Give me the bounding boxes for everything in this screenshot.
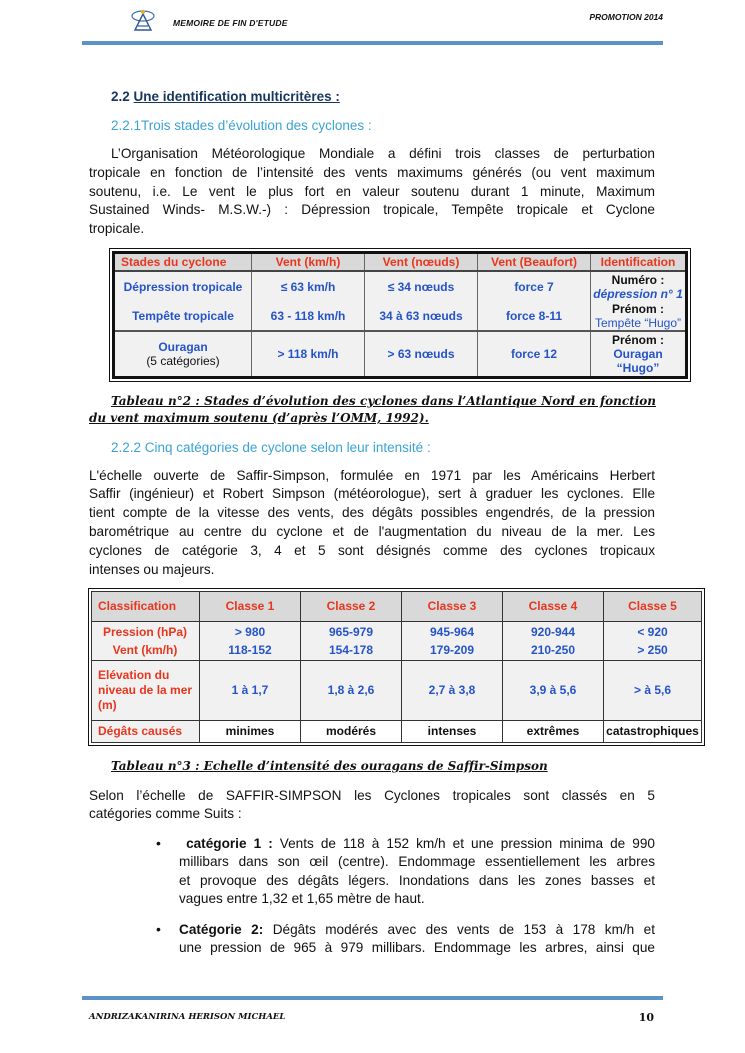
header-cell: Classe 4 (503, 592, 604, 622)
bullet-1-line: et provoque des dégâts légers. Inondations dans les zones basses et (179, 873, 655, 888)
table-cell (591, 331, 687, 377)
table-row (114, 271, 687, 301)
row-label: Elévation du niveau de la mer (m) (92, 661, 200, 720)
row-label-line: Vent (km/h) (112, 642, 178, 657)
bullet-2-line (179, 921, 655, 940)
table-row (92, 621, 702, 661)
table-cell: intenses (402, 720, 503, 742)
bullet-2-label: Catégorie 2: (179, 922, 264, 937)
para1-line: L’Organisation Météorologique Mondiale a défini trois classes de perturbation (111, 146, 655, 161)
header-cell: Classification (92, 592, 200, 622)
table-row (114, 331, 687, 377)
para2-line: Saffir (ingénieur) et Robert Simpson (météorologue), sert à graduer les cyclones. Elle (89, 486, 655, 501)
cell-line: 210-250 (530, 642, 576, 657)
table-cell (591, 301, 687, 331)
section-number: 2.2 (111, 89, 130, 104)
bullet-1-line: vagues entre 1,32 et 1,65 mètre de haut. (179, 891, 425, 906)
bullet-1-line (179, 835, 655, 854)
table-cell (301, 621, 402, 661)
table-cell: force 8-11 (478, 301, 591, 331)
table-cell: > 63 nœuds (365, 331, 478, 377)
bullet-icon: • (156, 835, 161, 851)
table-cell: modérés (301, 720, 402, 742)
table-cell: 3,9 à 5,6 (503, 661, 604, 720)
section-heading (111, 88, 340, 107)
cell-line: Prénom : (611, 333, 664, 348)
table2-caption-line: du vent maximum soutenu (d’après l’OMM, 1992). (89, 411, 429, 425)
para1-line: soutenu, i.e. Le vent le plus fort en valeur soutenu durant 1 minute, Maximum (89, 184, 655, 199)
para2-line: cyclones de catégorie 3, 4 et 5 sont désignés comme des cyclones tropicaux (89, 543, 655, 558)
header-rule (82, 41, 663, 45)
subsection-heading-2: 2.2.2 Cinq catégories de cyclone selon leur intensité : (111, 440, 431, 455)
footer-rule (82, 996, 663, 1000)
cell-line: Tempête “Hugo” (594, 315, 682, 330)
para2-line: tient compte de la vitesse des vents, des dégâts possibles engendrés, de la pression (89, 505, 655, 520)
table-header-row (114, 253, 687, 272)
table-cell: 2,7 à 3,8 (402, 661, 503, 720)
para2-line: L'échelle ouverte de Saffir-Simpson, formulée en 1971 par les Américains Herbert (89, 468, 655, 483)
header-promotion: PROMOTION 2014 (589, 12, 663, 22)
cell-line: Numéro : (611, 272, 665, 287)
table-cell (604, 621, 702, 661)
subsection-heading-1: 2.2.1Trois stades d’évolution des cyclones : (111, 118, 372, 133)
bullet-2-line: une pression de 965 à 979 millibars. Endommage les arbres, ainsi que (179, 940, 655, 955)
para3-line: Selon l’échelle de SAFFIR-SIMPSON les Cyclones tropicales sont classés en 5 (89, 788, 655, 803)
table-cell: ≤ 34 nœuds (365, 271, 478, 301)
bullet-icon: • (156, 921, 161, 937)
bullet-1-label: catégorie 1 : (186, 836, 273, 851)
table-cell (591, 271, 687, 301)
school-logo-icon (128, 8, 158, 32)
table-cell: minimes (200, 720, 301, 742)
table-cell (200, 621, 301, 661)
section-title: Une identification multicritères : (133, 89, 340, 104)
para1-line: tropicale en fonction de l’intensité des vents maximums générés (ou vent maximum (89, 165, 655, 180)
cell-line: dépression n° 1 (593, 286, 683, 301)
cell-line: Ouragan (158, 340, 208, 355)
table-cell: 34 à 63 nœuds (365, 301, 478, 331)
para3-line: catégories comme Suits : (89, 806, 242, 821)
para2-line: intenses ou majeurs. (89, 562, 215, 577)
header-cell: Vent (Beaufort) (478, 253, 591, 272)
table-cell: force 12 (478, 331, 591, 377)
row-label-line: Pression (hPa) (102, 624, 188, 639)
table-cell (114, 331, 252, 377)
table-cell: ≤ 63 km/h (252, 271, 365, 301)
bullet-2-text: Dégâts modérés avec des vents de 153 à 178 km/h et (272, 922, 656, 937)
header-cell: Stades du cyclone (114, 253, 252, 272)
table-cell: Tempête tropicale (114, 301, 252, 331)
table3-caption: Tableau n°3 : Echelle d’intensité des ouragans de Saffir-Simpson (111, 759, 548, 773)
table-cell: 1,8 à 2,6 (301, 661, 402, 720)
header-title: MEMOIRE DE FIN D'ETUDE (173, 18, 288, 28)
cell-line: 118-152 (228, 642, 272, 657)
cell-line: (5 catégories) (146, 354, 220, 369)
cyclone-stages-table (112, 251, 688, 379)
header-cell: Vent (km/h) (252, 253, 365, 272)
table-cell: 63 - 118 km/h (252, 301, 365, 331)
cell-line: Ouragan “Hugo” (613, 347, 663, 376)
table-cell: > 118 km/h (252, 331, 365, 377)
para2-line: barométrique au centre du cyclone et de l'augmentation du niveau de la mer. Les (89, 524, 655, 539)
header-cell: Classe 1 (200, 592, 301, 622)
table-cell: catastrophiques (604, 720, 702, 742)
row-label: Dégâts causés (92, 720, 200, 742)
page-number: 10 (638, 1011, 654, 1024)
table-header-row (92, 592, 702, 622)
table-cell: extrêmes (503, 720, 604, 742)
cell-line: 179-209 (429, 642, 475, 657)
header-cell: Identification (591, 253, 687, 272)
table-cell (503, 621, 604, 661)
table-row (92, 720, 702, 742)
cell-line: 920-944 (530, 624, 576, 639)
header-cell: Vent (nœuds) (365, 253, 478, 272)
table-cell: > à 5,6 (604, 661, 702, 720)
para1-line: Sustained Winds- M.S.W.-) : Dépression tropicale, Tempête tropicale et Cyclone (89, 202, 655, 217)
saffir-simpson-table (91, 591, 702, 743)
table-cell (402, 621, 503, 661)
header-cell: Classe 2 (301, 592, 402, 622)
bullet-1-line: millibars dans son œil (centre). Endommage essentiellement les arbres (179, 854, 655, 869)
para1-line: tropicale. (89, 221, 145, 236)
cell-line: < 920 (637, 624, 668, 639)
cell-line: > 250 (637, 642, 668, 657)
cell-line: 965-979 (328, 624, 374, 639)
table-row (114, 301, 687, 331)
table-cell: 1 à 1,7 (200, 661, 301, 720)
cell-line: Prénom : (611, 301, 664, 316)
cell-line: 154-178 (328, 642, 374, 657)
table2-caption-line: Tableau n°2 : Stades d’évolution des cyclones dans l’Atlantique Nord en fonction (111, 394, 656, 408)
table-cell: force 7 (478, 271, 591, 301)
header-cell: Classe 3 (402, 592, 503, 622)
cell-line: 945-964 (429, 624, 475, 639)
bullet-1-text: Vents de 118 à 152 km/h et une pression minima de 990 (279, 836, 655, 851)
cell-line: > 980 (234, 624, 266, 639)
header-cell: Classe 5 (604, 592, 702, 622)
table-row (92, 661, 702, 720)
table-cell: Dépression tropicale (114, 271, 252, 301)
row-label (92, 621, 200, 661)
footer-author: ANDRIZAKANIRINA HERISON MICHAEL (89, 1012, 286, 1022)
